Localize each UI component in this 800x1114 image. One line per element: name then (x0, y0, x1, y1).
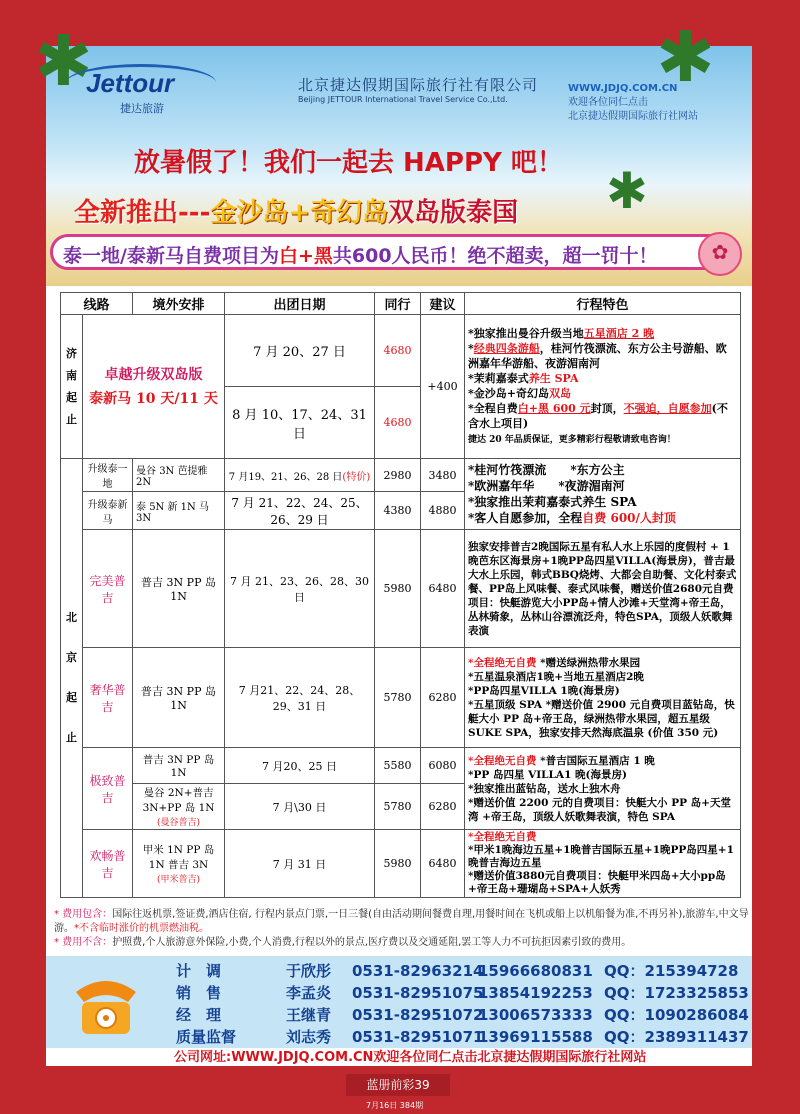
header-features: 行程特色 (465, 293, 741, 315)
row5-category: 极致普吉 (83, 748, 133, 830)
row6-date: 7 月 31 日 (225, 830, 375, 898)
header-suggested-price: 建议 (421, 293, 465, 315)
row4-peer: 5780 (375, 648, 421, 748)
palm-tree-icon: ✱ (606, 162, 648, 220)
brochure-page (34, 16, 752, 1066)
row12-features: *桂河竹筏漂流 *东方公主 *欧洲嘉年华 *夜游湄南河 *独家推出茉莉嘉泰式养生 SPA *客人自愿参加，全程自费 600/人封顶 (465, 459, 741, 530)
route-beijing-label: 北京起止 (61, 459, 83, 898)
row4-arrangement: 普吉 3N PP 岛 1N (133, 648, 225, 748)
jinan-features (465, 315, 741, 459)
jinan-feature-1: *独家推出曼谷升级当地五星酒店 2 晚 (468, 326, 655, 340)
route-jinan-title-main: 卓越升级双岛版 (104, 366, 203, 383)
table-row (61, 459, 741, 492)
row4-features: *全程绝无自费 *赠送绿洲热带水果园 *五星温泉酒店1晚+当地五星酒店2晚 *PP岛四星VILLA 1晚(海景房) *五星顶级 SPA *赠送价值 2900 元自费项目蓝钻岛，快艇大小 PP 岛+帝王岛，绿洲热带水果园，超五星级 SUKE SPA，独家安排天然海底温泉 (价值 350 元) (465, 648, 741, 748)
promo-text-c: 共600人民币！绝不超卖，超一罚十！ (332, 245, 658, 267)
logo-brand: Jettour (86, 68, 175, 98)
jinan-date-1: 7 月 20、27 日 (225, 315, 375, 387)
company-name-en: Beijing JETTOUR International Travel Service Co.,Ltd. (298, 95, 508, 104)
table-row (61, 648, 741, 748)
jinan-feature-4: *金沙岛+奇幻岛双岛 (468, 386, 571, 400)
row5-date-2: 7 月\30 日 (225, 784, 375, 830)
jinan-date-2: 8 月 10、17、24、31 日 (225, 387, 375, 459)
header-arrangement: 境外安排 (133, 293, 225, 315)
row6-category: 欢畅普吉 (83, 830, 133, 898)
row5-peer-2: 5780 (375, 784, 421, 830)
row1-date: 7 月19、21、26、28 日(特价) (225, 459, 375, 492)
row5-suggest-2: 6280 (421, 784, 465, 830)
header-peer-price: 同行 (375, 293, 421, 315)
row3-features: 独家安排普吉2晚国际五星有私人水上乐园的度假村 + 1晚芭东区海景房+1晚PP岛四星VILLA(海景房)，普吉最大水上乐园，韩式BBQ烧烤、大都会自助餐、文化村泰式餐、PP岛上风味餐、泰式风味餐，赠送价值2680元自费项目：快艇游览大小PP岛+情人沙滩+天堂湾+帝王岛，丛林骑象，丛林山谷漂流泛舟，特色SPA，顶级人妖歌舞表演 (465, 530, 741, 648)
row4-category: 奢华普吉 (83, 648, 133, 748)
slogan-new-launch-prefix: 全新推出--- (74, 198, 211, 228)
promo-text-a: 泰一地/泰新马自费项目为 (63, 245, 279, 267)
row5-peer-1: 5580 (375, 748, 421, 784)
row5-arrangement-1: 普吉 3N PP 岛 1N (133, 748, 225, 784)
row1-suggest: 3480 (421, 459, 465, 492)
jinan-feature-5: *全程自费白+黑 600 元封顶，不强迫，自愿参加(不含水上项目) (468, 401, 728, 430)
site-line1: 欢迎各位同仁点击 (568, 97, 648, 108)
jettour-logo (64, 64, 214, 115)
row2-date: 7 月 21、22、24、25、26、29 日 (225, 492, 375, 530)
slogan-new-launch (74, 192, 518, 229)
site-line2: 北京捷达假期国际旅行社网站 (568, 111, 698, 122)
route-jinan-title (83, 315, 225, 459)
row3-peer: 5980 (375, 530, 421, 648)
company-name-zh: 北京捷达假期国际旅行社有限公司 (298, 76, 539, 94)
jinan-suggest: +400 (421, 315, 465, 459)
contact-row: 经 理 王继青 0531-8295107213006573333 QQ：1090286084 (176, 1006, 749, 1024)
table-row (61, 530, 741, 648)
row2-category: 升级泰新马 (83, 492, 133, 530)
row4-suggest: 6280 (421, 648, 465, 748)
website-footer[interactable]: 公司网址:WWW.JDJQ.COM.CN欢迎各位同仁点击北京捷达假期国际旅行社网站 (174, 1050, 647, 1065)
row3-suggest: 6480 (421, 530, 465, 648)
slogan-thailand: 双岛版泰国 (388, 198, 519, 228)
slogan-islands: 金沙岛+奇幻岛 (210, 198, 389, 228)
fees-section (54, 908, 754, 950)
row5-suggest-1: 6080 (421, 748, 465, 784)
contact-panel (46, 956, 752, 1048)
promo-text (63, 241, 658, 268)
slogan-happy: 放暑假了！我们一起去 HAPPY 吧！ (134, 148, 563, 178)
row1-category: 升级泰一地 (83, 459, 133, 492)
jinan-price-1: 4680 (375, 315, 421, 387)
site-url[interactable]: WWW.JDJQ.COM.CN (568, 83, 678, 94)
page-label: 蓝册前彩39 (346, 1074, 450, 1096)
itinerary-table (60, 292, 741, 898)
promo-text-b: 白+黑 (278, 245, 333, 267)
fees-included: * 费用包含：国际往返机票,签证费,酒店住宿, 行程内景点门票,一日三餐(自由活动期间餐费自理,用餐时间在飞机或船上以机船餐为准,不再另补),旅游车,中文导游。*不含临时涨价的机票燃油税。 (54, 909, 749, 934)
header-banner (34, 16, 752, 286)
palm-leaf-icon: ✱ (656, 16, 715, 98)
jinan-feature-6: 捷达 20 年品质保证，更多精彩行程敬请致电咨询！ (468, 434, 676, 445)
mascot-icon: ✿ (698, 232, 742, 276)
row6-arrangement: 甲米 1N PP 岛 1N 普吉 3N (甲米普吉) (133, 830, 225, 898)
row2-arrangement: 泰 5N 新 1N 马 3N (133, 492, 225, 530)
header-departure: 出团日期 (225, 293, 375, 315)
table-header-row (61, 293, 741, 315)
table-row (61, 315, 741, 387)
row4-date: 7 月21、22、24、28、29、31 日 (225, 648, 375, 748)
fees-excluded: * 费用不含：护照费,个人旅游意外保险,小费,个人消费,行程以外的景点,医疗费以及交通延阻,罢工等人力不可抗拒因素引致的费用。 (54, 937, 632, 948)
palm-leaf-icon: ✱ (34, 20, 93, 102)
header-route: 线路 (61, 293, 133, 315)
company-name (298, 74, 538, 104)
row6-features: *全程绝无自费 *甲米1晚海边五星+1晚普吉国际五星+1晚PP岛四星+1晚普吉海边五星 *赠送价值3880元自费项目：快艇甲米四岛+大小pp岛+帝王岛+珊瑚岛+SPA+人妖秀 (465, 830, 741, 898)
row2-peer: 4380 (375, 492, 421, 530)
logo-subtitle: 捷达旅游 (120, 102, 164, 115)
jinan-feature-2: *经典四条游船，桂河竹筏漂流、东方公主号游船、欧洲嘉年华游船、夜游湄南河 (468, 341, 727, 370)
row5-arrangement-2: 曼谷 2N+普吉 3N+PP 岛 1N (曼谷普吉) (133, 784, 225, 830)
row1-peer: 2980 (375, 459, 421, 492)
table-row (61, 748, 741, 784)
telephone-icon (66, 962, 146, 1042)
contact-row: 销 售 李孟炎 0531-8295107513854192253 QQ：1723325853 (176, 984, 749, 1002)
jinan-feature-3: *茉莉嘉泰式养生 SPA (468, 371, 579, 385)
row3-date: 7 月 21、23、26、28、30 日 (225, 530, 375, 648)
contact-row: 质量监督 刘志秀 0531-8295107113969115588 QQ：2389311437 (176, 1028, 749, 1046)
route-jinan-subtitle: 泰新马 10 天/11 天 (89, 390, 218, 407)
contact-row: 计 调 于欣彤 0531-8296321415966680831 QQ：215394728 (176, 962, 739, 980)
promo-pill (50, 234, 738, 270)
route-jinan-label: 济南起止 (61, 315, 83, 459)
row1-arrangement: 曼谷 3N 芭提雅 2N (133, 459, 225, 492)
site-info (568, 82, 698, 124)
row3-category: 完美普吉 (83, 530, 133, 648)
issue-label: 7月16日 384期 (366, 1101, 424, 1110)
row6-peer: 5980 (375, 830, 421, 898)
table-row (61, 830, 741, 898)
row3-arrangement: 普吉 3N PP 岛 1N (133, 530, 225, 648)
jinan-price-2: 4680 (375, 387, 421, 459)
row2-suggest: 4880 (421, 492, 465, 530)
row5-date-1: 7 月20、25 日 (225, 748, 375, 784)
row6-suggest: 6480 (421, 830, 465, 898)
row5-features: *全程绝无自费 *普吉国际五星酒店 1 晚 *PP 岛四星 VILLA1 晚(海景房) *独家推出蓝钻岛，送水上独木舟 *赠送价值 2200 元的自费项目：快艇大小 PP 岛+天堂湾 +帝王岛，顶级人妖歌舞表演，特色 SPA (465, 748, 741, 830)
